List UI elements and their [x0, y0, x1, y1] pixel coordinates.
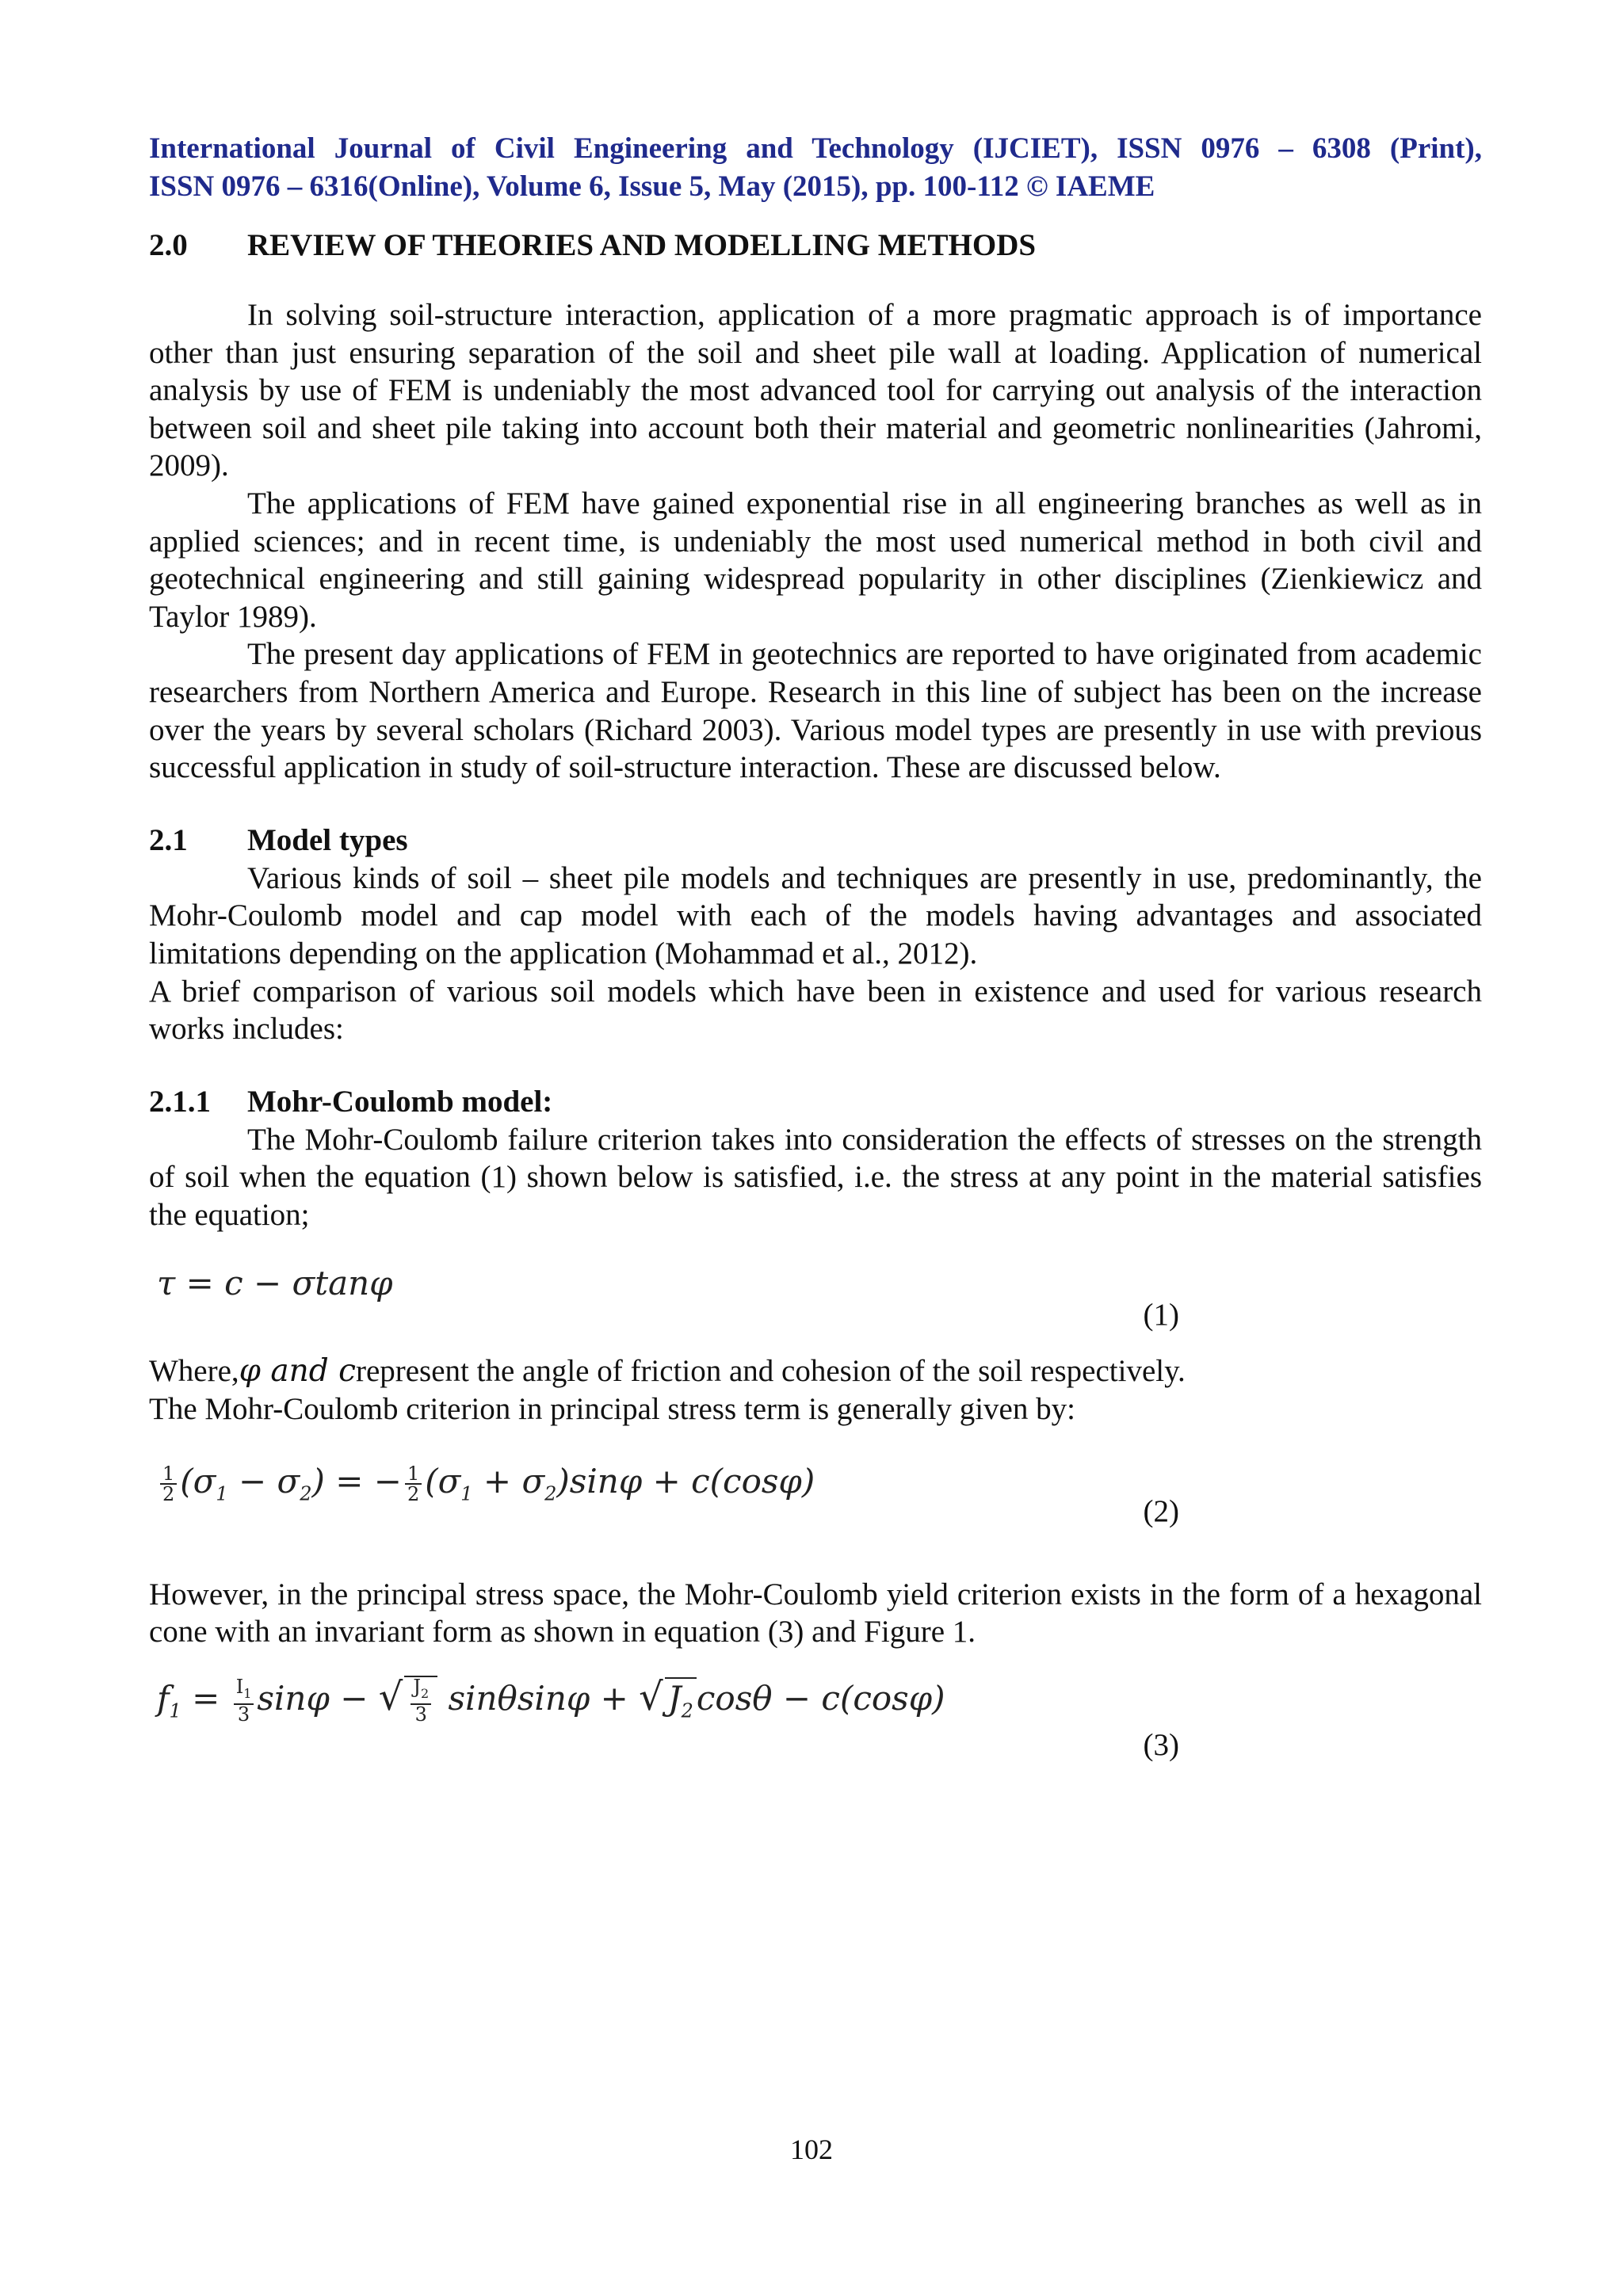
paragraph: The Mohr-Coulomb criterion in principal stress term is generally given by:	[149, 1392, 1075, 1427]
where-suffix: represent the angle of friction and cohesion of the soil respectively.	[355, 1354, 1186, 1389]
paragraph: A brief comparison of various soil models which have been in existence and used for various research works includes:	[149, 974, 1482, 1047]
section-heading-2-1	[149, 822, 1482, 860]
section-number: 2.1	[149, 822, 188, 857]
equation-3	[149, 1675, 1482, 1770]
equation-2	[149, 1462, 1482, 1541]
journal-header-line1: International Journal of Civil Engineering and Technology (IJCIET), ISSN 0976 – 6308 (Print),	[149, 132, 1482, 165]
where-line	[149, 1352, 1482, 1390]
section-number: 2.0	[149, 228, 188, 262]
page-content	[149, 130, 1482, 1770]
paragraph: The present day applications of FEM in geotechnics are reported to have originated from academic researchers from Northern America and Europe. Research in this line of subject has been on the increase over the years by several scholars (Richard 2003). Various model types are presently in use with previous successful application in study of soil-structure interaction. These are discussed below.	[149, 637, 1482, 785]
equation-number: (3)	[1143, 1727, 1179, 1762]
where-variables: φ and c	[239, 1353, 356, 1390]
page-number: 102	[790, 2134, 833, 2165]
where-prefix: Where,	[149, 1354, 239, 1389]
equation-1	[149, 1262, 1482, 1335]
paragraph: Various kinds of soil – sheet pile models and techniques are presently in use, predominantly, the Mohr-Coulomb model and cap model with each of the models having advantages and associated limitations depending on the application (Mohammad et al., 2012).	[149, 860, 1482, 971]
section-title: Mohr-Coulomb model:	[247, 1084, 553, 1119]
paragraph: In solving soil-structure interaction, application of a more pragmatic approach is of importance other than just ensuring separation of the soil and sheet pile wall at loading. Application of numerical analysis by use of FEM is undeniably the most advanced tool for carrying out analysis of the interaction between soil and sheet pile taking into account both their material and geometric nonlinearities (Jahromi, 2009).	[149, 298, 1482, 483]
equation-2-image: $\frac{1}{2}$ $(\sigma_1 - \sigma_2)$ = − $\frac{1}{2}$ $(\sigma_1 + \sigma_2)\sin\varphi + c(\cos\varphi)$	[157, 1462, 815, 1505]
section-title: Model types	[247, 822, 408, 857]
equation-1-image: τ = c − σtanφ	[157, 1264, 393, 1303]
paragraph: However, in the principal stress space, the Mohr-Coulomb yield criterion exists in the form of a hexagonal cone with an invariant form as shown in equation (3) and Figure 1.	[149, 1577, 1482, 1650]
paragraph: The Mohr-Coulomb failure criterion takes into consideration the effects of stresses on the strength of soil when the equation (1) shown below is satisfied, i.e. the stress at any point in the material satisfies the equation;	[149, 1122, 1482, 1232]
journal-header	[149, 130, 1482, 206]
equation-3-image: $f_1$ = $\frac{I_1}{3}$ sinφ − √ $\frac{J_2}{3}$ sinθsinφ + √ $J_2\cos\theta - c(\cos\varphi)$	[157, 1674, 945, 1726]
section-title: REVIEW OF THEORIES AND MODELLING METHODS	[247, 228, 1037, 262]
journal-header-line2: ISSN 0976 – 6316(Online), Volume 6, Issue 5, May (2015), pp. 100-112 © IAEME	[149, 170, 1155, 203]
section-number: 2.1.1	[149, 1084, 211, 1119]
section-heading-2-1-1	[149, 1083, 1482, 1121]
paragraph: The applications of FEM have gained exponential rise in all engineering branches as well as in applied sciences; and in recent time, is undeniably the most used numerical method in both civil and geotechnical engineering and still gaining widespread popularity in other disciplines (Zienkiewicz and Taylor 1989).	[149, 486, 1482, 634]
equation-number: (2)	[1143, 1493, 1179, 1528]
section-heading-2-0	[149, 227, 1482, 265]
equation-number: (1)	[1143, 1298, 1179, 1333]
